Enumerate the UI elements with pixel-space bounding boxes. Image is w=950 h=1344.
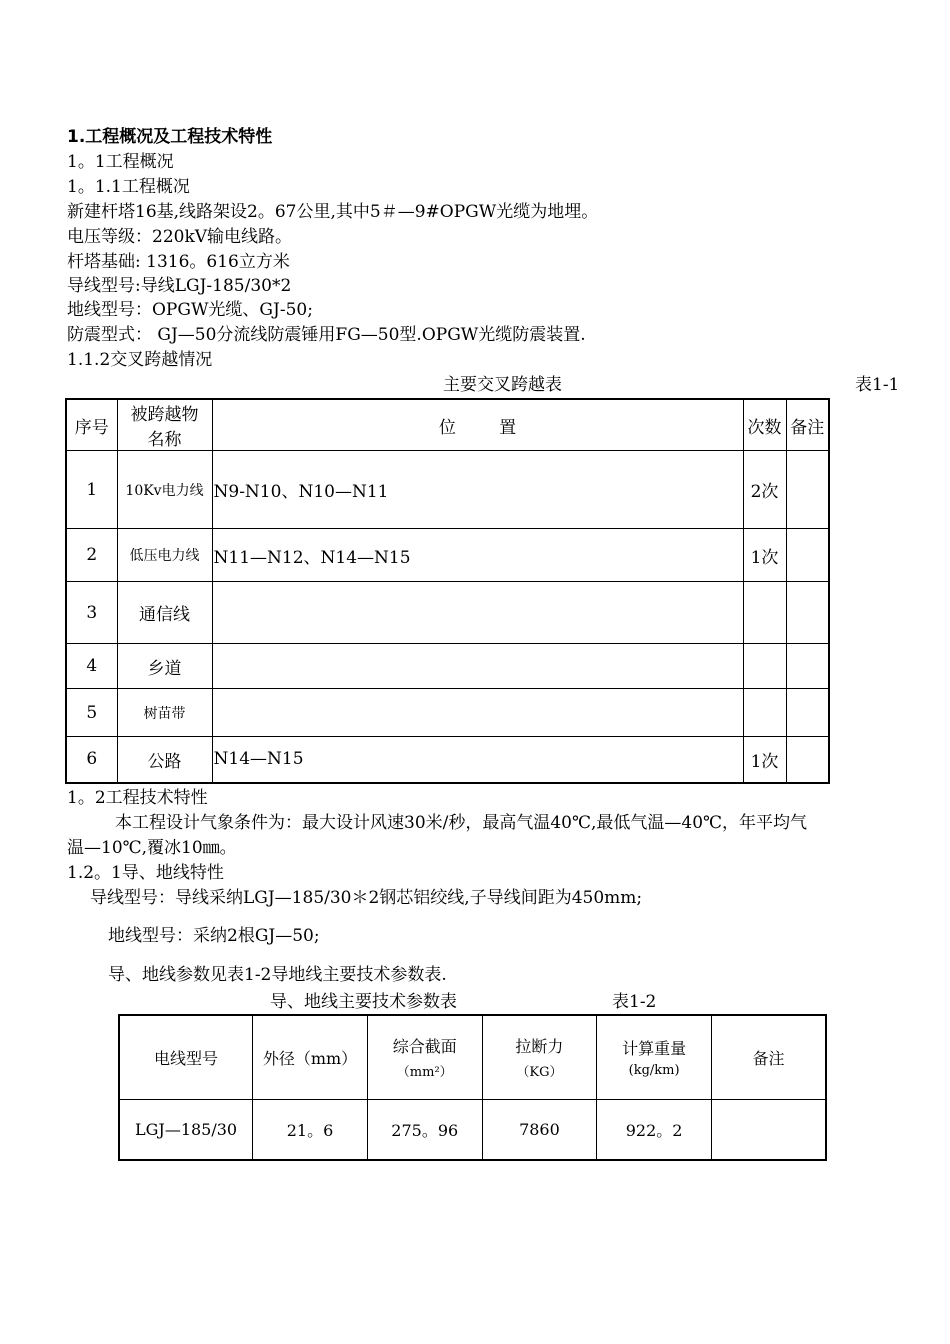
header-area-unit: （mm²） [396,1065,453,1081]
cell-weight: 922。2 [597,1099,712,1160]
section-heading: 1.工程概况及工程技术特性 [67,127,273,147]
table-row [66,582,829,644]
header-wire-type: 电线型号 [119,1015,253,1099]
row-position [212,644,743,689]
crossing-table [65,398,830,784]
row-count [743,689,786,737]
row-name: 低压电力线 [117,529,212,582]
row-count [743,644,786,689]
header-weight-label: 计算重量 [622,1039,687,1059]
header-area [367,1015,482,1099]
row-name: 公路 [117,737,212,783]
header-force-unit: （KG） [516,1065,563,1081]
table2-label: 表1-2 [612,992,657,1012]
row-note [786,529,829,582]
paragraph-param-ref: 导、地线参数见表1-2导地线主要技术参数表. [108,965,447,985]
row-count: 1次 [743,737,786,783]
paragraph-voltage: 电压等级：220kV输电线路。 [67,227,293,247]
row-count: 1次 [743,529,786,582]
paragraph-weather: 本工程设计气象条件为：最大设计风速30米/秒，最高气温40℃,最低气温—40℃，年平均气 [115,813,808,833]
row-note [786,644,829,689]
row-note [786,582,829,644]
header-diameter: 外径（mm） [253,1015,368,1099]
row-name: 10Kv电力线 [117,451,212,529]
paragraph-conductor-type: 导线型号：导线采纳LGJ—185/30＊2钢芯铝绞线,子导线间距为450mm; [90,888,643,908]
row-position: N14—N15 [212,737,743,783]
header-force-label: 拉断力 [515,1037,564,1057]
cell-wire-type: LGJ—185/30 [119,1099,253,1160]
header-count: 次数 [743,399,786,451]
cell-area: 275。96 [367,1099,482,1160]
table-row [66,529,829,582]
paragraph-ground-wire: 地线型号：OPGW光缆、GJ-50; [67,300,313,320]
row-no: 4 [66,644,117,689]
subsection-1-1-2: 1.1.2交叉跨越情况 [67,350,213,370]
paragraph-towers: 新建杆塔16基,线路架设2。67公里,其中5＃—9#OPGW光缆为地埋。 [67,202,599,222]
paragraph-weather-cont: 温—10℃,覆冰10㎜。 [67,838,237,858]
row-no: 3 [66,582,117,644]
cell-note [711,1099,826,1160]
row-no: 6 [66,737,117,783]
row-name: 通信线 [117,582,212,644]
row-position: N9-N10、N10—N11 [212,451,743,529]
subsection-1-1: 1。1工程概况 [67,152,174,172]
row-position [212,582,743,644]
table-row [66,451,829,529]
row-no: 5 [66,689,117,737]
table1-caption: 主要交叉跨越表 [443,375,562,395]
conductor-params-table [118,1014,827,1161]
header-position: 位 置 [212,399,743,451]
table-row [66,689,829,737]
row-position: N11—N12、N14—N15 [212,529,743,582]
row-name: 乡道 [117,644,212,689]
subsection-1-2-1: 1.2。1导、地线特性 [67,863,224,883]
table-row [119,1099,826,1160]
row-count: 2次 [743,451,786,529]
header-note: 备注 [711,1015,826,1099]
subsection-1-2: 1。2工程技术特性 [67,788,208,808]
row-no: 2 [66,529,117,582]
table1-label: 表1-1 [855,375,900,395]
row-note [786,737,829,783]
row-name: 树苗带 [117,689,212,737]
table-row [66,644,829,689]
header-note: 备注 [786,399,829,451]
row-position [212,689,743,737]
header-weight [597,1015,712,1099]
table-row [66,737,829,783]
row-note [786,689,829,737]
row-count [743,582,786,644]
table2-caption: 导、地线主要技术参数表 [270,992,457,1012]
header-no: 序号 [66,399,117,451]
header-name: 被跨越物名称 [117,399,212,451]
table-header-row [119,1015,826,1099]
cell-breaking-force: 7860 [482,1099,597,1160]
cell-diameter: 21。6 [253,1099,368,1160]
header-weight-unit: (kg/km) [628,1063,680,1079]
paragraph-ground-wire-type: 地线型号：采纳2根GJ—50; [108,926,320,946]
row-note [786,451,829,529]
row-no: 1 [66,451,117,529]
header-breaking-force [482,1015,597,1099]
paragraph-foundation: 杆塔基础: 1316。616立方米 [67,252,290,272]
subsection-1-1-1: 1。1.1工程概况 [67,177,190,197]
table-header-row [66,399,829,451]
paragraph-vibration: 防震型式： GJ—50分流线防震锤用FG—50型.OPGW光缆防震装置. [67,325,586,345]
paragraph-conductor: 导线型号:导线LGJ-185/30*2 [67,276,292,296]
header-area-label: 综合截面 [392,1037,457,1057]
